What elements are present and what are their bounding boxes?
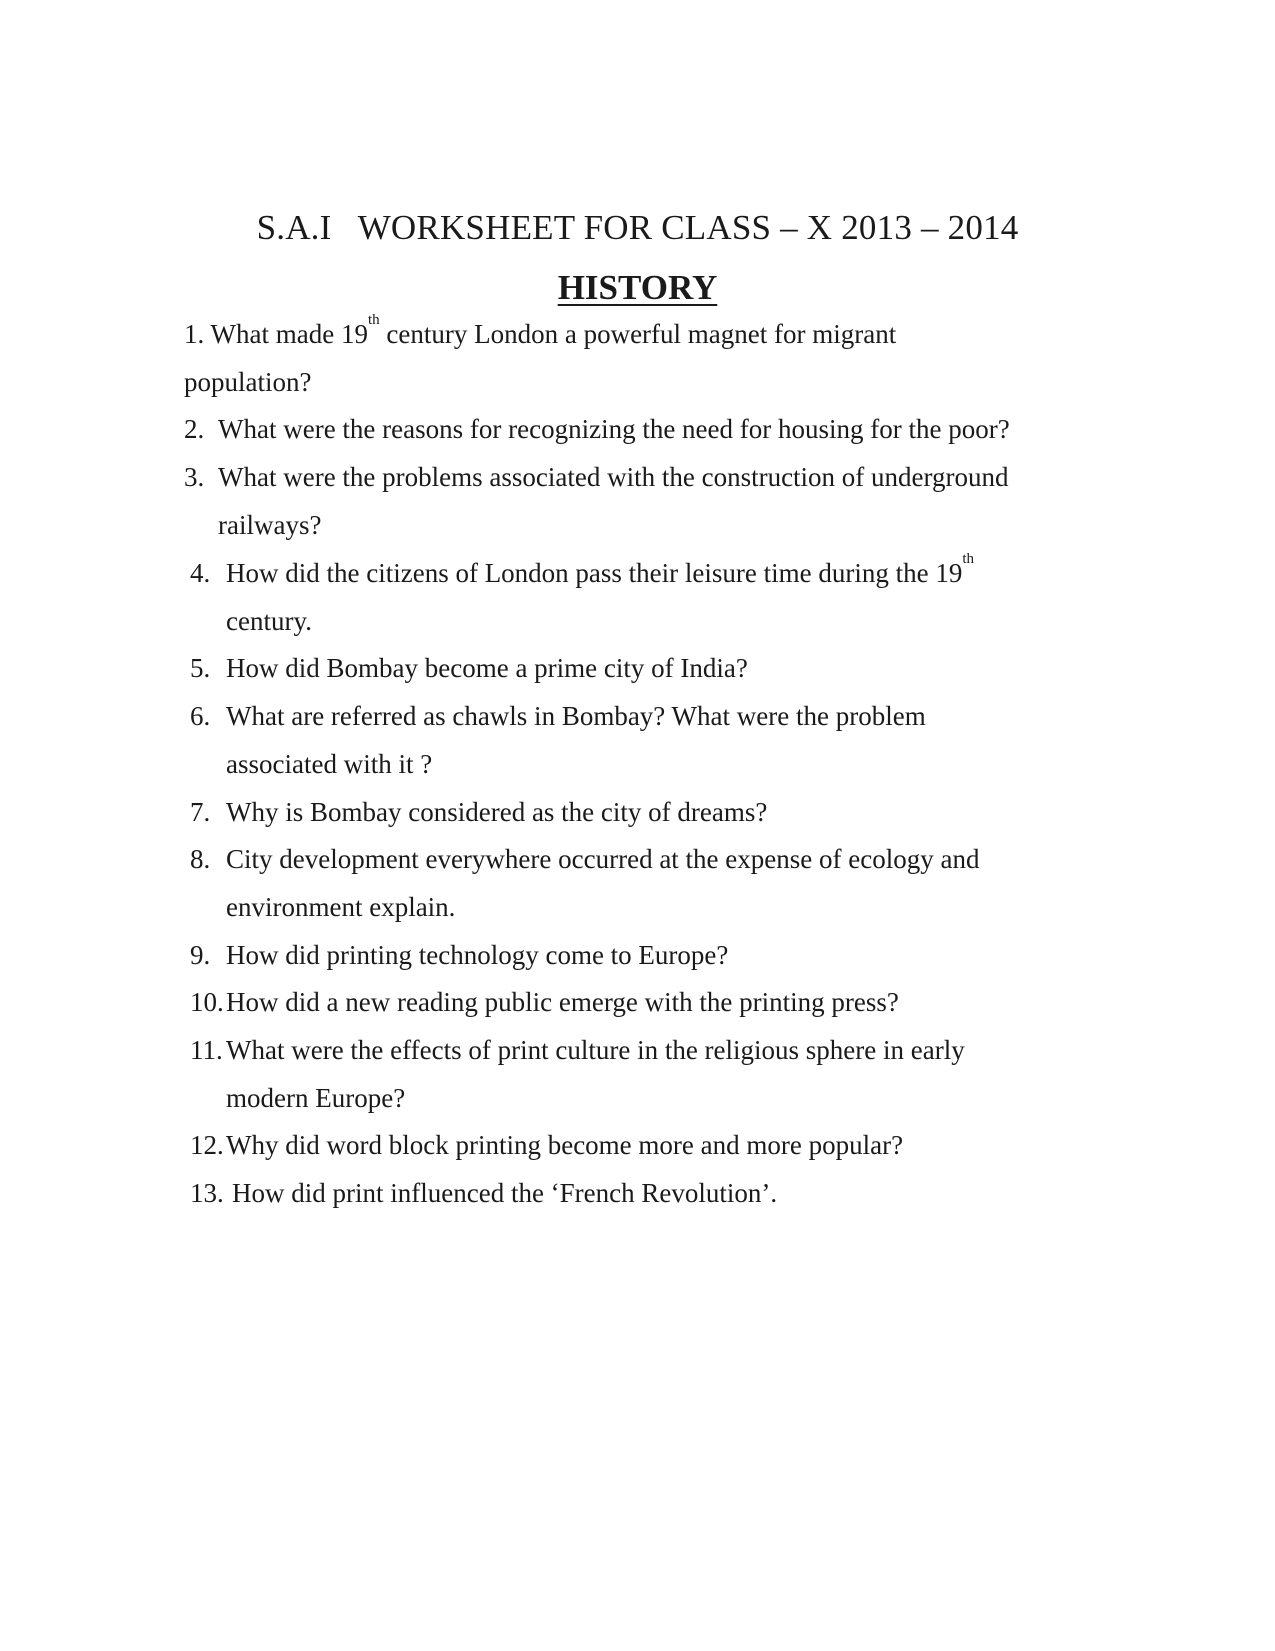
question-text: Why is Bombay considered as the city of dreams? [226, 797, 768, 827]
question-number: 12. [190, 1130, 224, 1160]
question-number: 1. [184, 319, 205, 349]
question-1 [184, 312, 897, 350]
question-8-continuation: environment explain. [226, 892, 456, 922]
question-4-continuation: century. [226, 606, 312, 636]
question-number: 7. [190, 797, 211, 827]
question-3 [184, 461, 204, 493]
question-text: How did a new reading public emerge with the printing press? [226, 987, 899, 1017]
question-10 [190, 986, 224, 1018]
question-text: century London a powerful magnet for migrant [379, 319, 897, 349]
question-6-continuation: associated with it ? [226, 749, 433, 779]
question-text: What were the problems associated with the construction of underground [218, 462, 1009, 492]
question-9 [190, 939, 210, 971]
question-8 [190, 843, 210, 875]
question-number: 4. [190, 558, 211, 588]
question-number: 8. [190, 844, 211, 874]
question-number: 9. [190, 940, 211, 970]
worksheet-title: S.A.I WORKSHEET FOR CLASS – X 2013 – 2014 [256, 208, 1019, 247]
question-text: How did Bombay become a prime city of India? [226, 653, 748, 683]
question-text: Why did word block printing become more and more popular? [226, 1130, 904, 1160]
question-text: What were the reasons for recognizing the need for housing for the poor? [218, 414, 1010, 444]
question-3-continuation: railways? [218, 510, 322, 540]
question-11-continuation: modern Europe? [226, 1083, 406, 1113]
ordinal-suffix: th [962, 551, 975, 567]
question-12 [190, 1129, 224, 1161]
question-13 [190, 1177, 224, 1209]
question-number: 11. [190, 1035, 223, 1065]
question-text: What are referred as chawls in Bombay? What were the problem [226, 701, 926, 731]
question-text: How did printing technology come to Europe? [226, 940, 729, 970]
question-number: 3. [184, 462, 205, 492]
question-number: 10. [190, 987, 224, 1017]
question-1-continuation: population? [184, 367, 312, 397]
question-6 [190, 700, 210, 732]
question-text: What were the effects of print culture in the religious sphere in early [226, 1035, 965, 1065]
question-text: City development everywhere occurred at the expense of ecology and [226, 844, 980, 874]
subject-heading: HISTORY [557, 268, 718, 307]
question-number: 5. [190, 653, 211, 683]
question-text: What made 19 [210, 319, 368, 349]
question-4 [190, 557, 210, 589]
ordinal-suffix: th [367, 312, 380, 328]
question-text: How did the citizens of London pass their leisure time during the 19th [226, 551, 975, 588]
question-2 [184, 413, 204, 445]
question-text: How did print influenced the ‘French Revolution’. [232, 1178, 778, 1208]
question-number: 6. [190, 701, 211, 731]
question-11 [190, 1034, 223, 1066]
question-5 [190, 652, 210, 684]
question-7 [190, 796, 210, 828]
question-number: 2. [184, 414, 205, 444]
question-number: 13. [190, 1178, 224, 1208]
